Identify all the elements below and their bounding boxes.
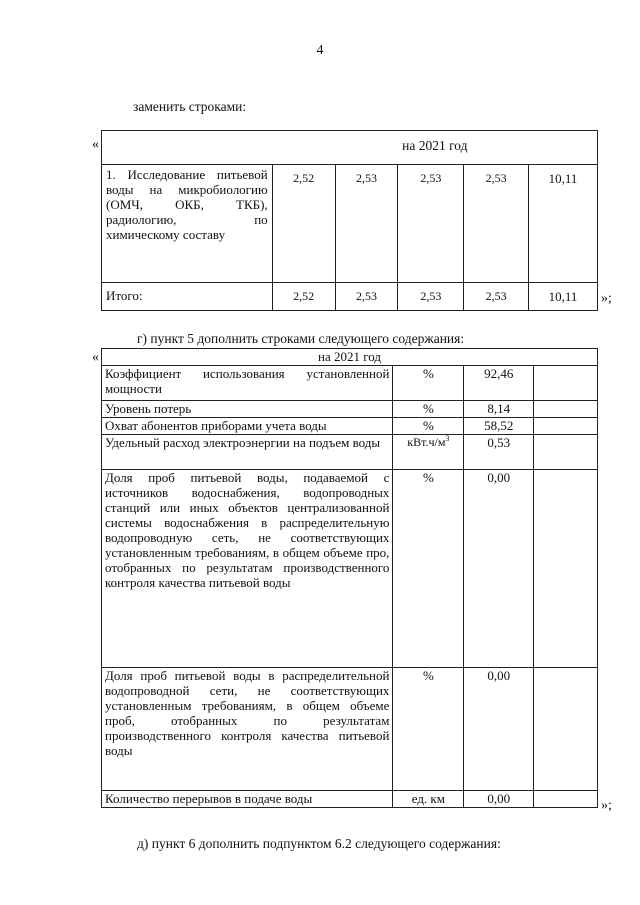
table1-row1-label: 1. Исследование питьевой воды на микробиологию (ОМЧ, ОКБ, ТКБ), радиологию, по химическому составу <box>102 165 273 283</box>
table1-row1-value-2: 2,53 <box>335 165 398 283</box>
table2-row-label: Доля проб питьевой воды, подаваемой с источников водоснабжения, водопроводных станций или иных объектов централизованной системы водоснабжения в распределительную водопроводную сеть, не соответствующих установленным требованиям, в общем объеме про, отобранных по результатам производственного контроля качества питьевой воды <box>102 470 393 668</box>
table1-total-value-5: 10,11 <box>529 283 598 311</box>
table-row <box>102 401 598 418</box>
table2-row-unit: % <box>393 418 464 435</box>
table-row <box>102 435 598 470</box>
close-quote-1: »; <box>601 291 612 306</box>
table2-row-unit: % <box>393 401 464 418</box>
table1-total-value-1: 2,52 <box>272 283 335 311</box>
table2-row-value: 8,14 <box>464 401 534 418</box>
section-d-text: д) пункт 6 дополнить подпунктом 6.2 следующего содержания: <box>137 836 501 851</box>
table1-row1-value-5: 10,11 <box>529 165 598 283</box>
table1-header-empty <box>102 131 273 165</box>
table2-row-value: 0,53 <box>464 435 534 470</box>
table2-row-empty <box>534 401 598 418</box>
table2-row-unit: % <box>393 668 464 791</box>
table1-total-label: Итого: <box>102 283 273 311</box>
table2-row-unit <box>393 435 464 470</box>
table2-row-label: Охват абонентов приборами учета воды <box>102 418 393 435</box>
table2-row-empty <box>534 435 598 470</box>
table2-row-value: 92,46 <box>464 366 534 401</box>
table2-row-empty <box>534 418 598 435</box>
table1-total-value-3: 2,53 <box>398 283 464 311</box>
table2-row-value: 0,00 <box>464 791 534 808</box>
table1-row1-value-3: 2,53 <box>398 165 464 283</box>
table-row <box>102 470 598 668</box>
table2-row-unit: % <box>393 366 464 401</box>
table2-row-label: Удельный расход электроэнергии на подъем воды <box>102 435 393 470</box>
unit-superscript: 3 <box>445 434 450 443</box>
table2-row-label: Уровень потерь <box>102 401 393 418</box>
table1-total-value-4: 2,53 <box>464 283 529 311</box>
table-row <box>102 165 598 283</box>
table2-row-empty <box>534 470 598 668</box>
table-row <box>102 791 598 808</box>
table2-row-value: 58,52 <box>464 418 534 435</box>
table1-row1-value-4: 2,53 <box>464 165 529 283</box>
table-row <box>102 418 598 435</box>
table2-row-empty <box>534 791 598 808</box>
table2-row-unit: ед. км <box>393 791 464 808</box>
table2-row-empty <box>534 366 598 401</box>
table2-row-label: Количество перерывов в подаче воды <box>102 791 393 808</box>
section-g-text: г) пункт 5 дополнить строками следующего содержания: <box>137 331 465 346</box>
table2-row-value: 0,00 <box>464 668 534 791</box>
table2-row-empty <box>534 668 598 791</box>
table2-row-value: 0,00 <box>464 470 534 668</box>
open-quote-1: « <box>92 137 99 152</box>
table-row <box>102 668 598 791</box>
table2-row-label: Коэффициент использования установленной мощности <box>102 366 393 401</box>
table-row <box>102 283 598 311</box>
table2-row-unit: % <box>393 470 464 668</box>
page-number: 4 <box>316 43 324 58</box>
table-row <box>102 366 598 401</box>
addition-table <box>101 348 598 808</box>
table2-row-label: Доля проб питьевой воды в распределительной водопроводной сети, не соответствующих установленным требованиям, в общем объеме проб, отобранных по результатам производственного контроля качества питьевой воды <box>102 668 393 791</box>
table1-total-value-2: 2,53 <box>335 283 398 311</box>
table1-header: на 2021 год <box>272 131 597 165</box>
intro-text: заменить строками: <box>133 99 247 114</box>
unit-text: кВт.ч/м <box>407 435 446 449</box>
close-quote-2: »; <box>601 798 612 813</box>
open-quote-2: « <box>92 350 99 365</box>
table2-header: на 2021 год <box>102 349 598 366</box>
table1-row1-value-1: 2,52 <box>272 165 335 283</box>
replacement-table <box>101 130 598 311</box>
